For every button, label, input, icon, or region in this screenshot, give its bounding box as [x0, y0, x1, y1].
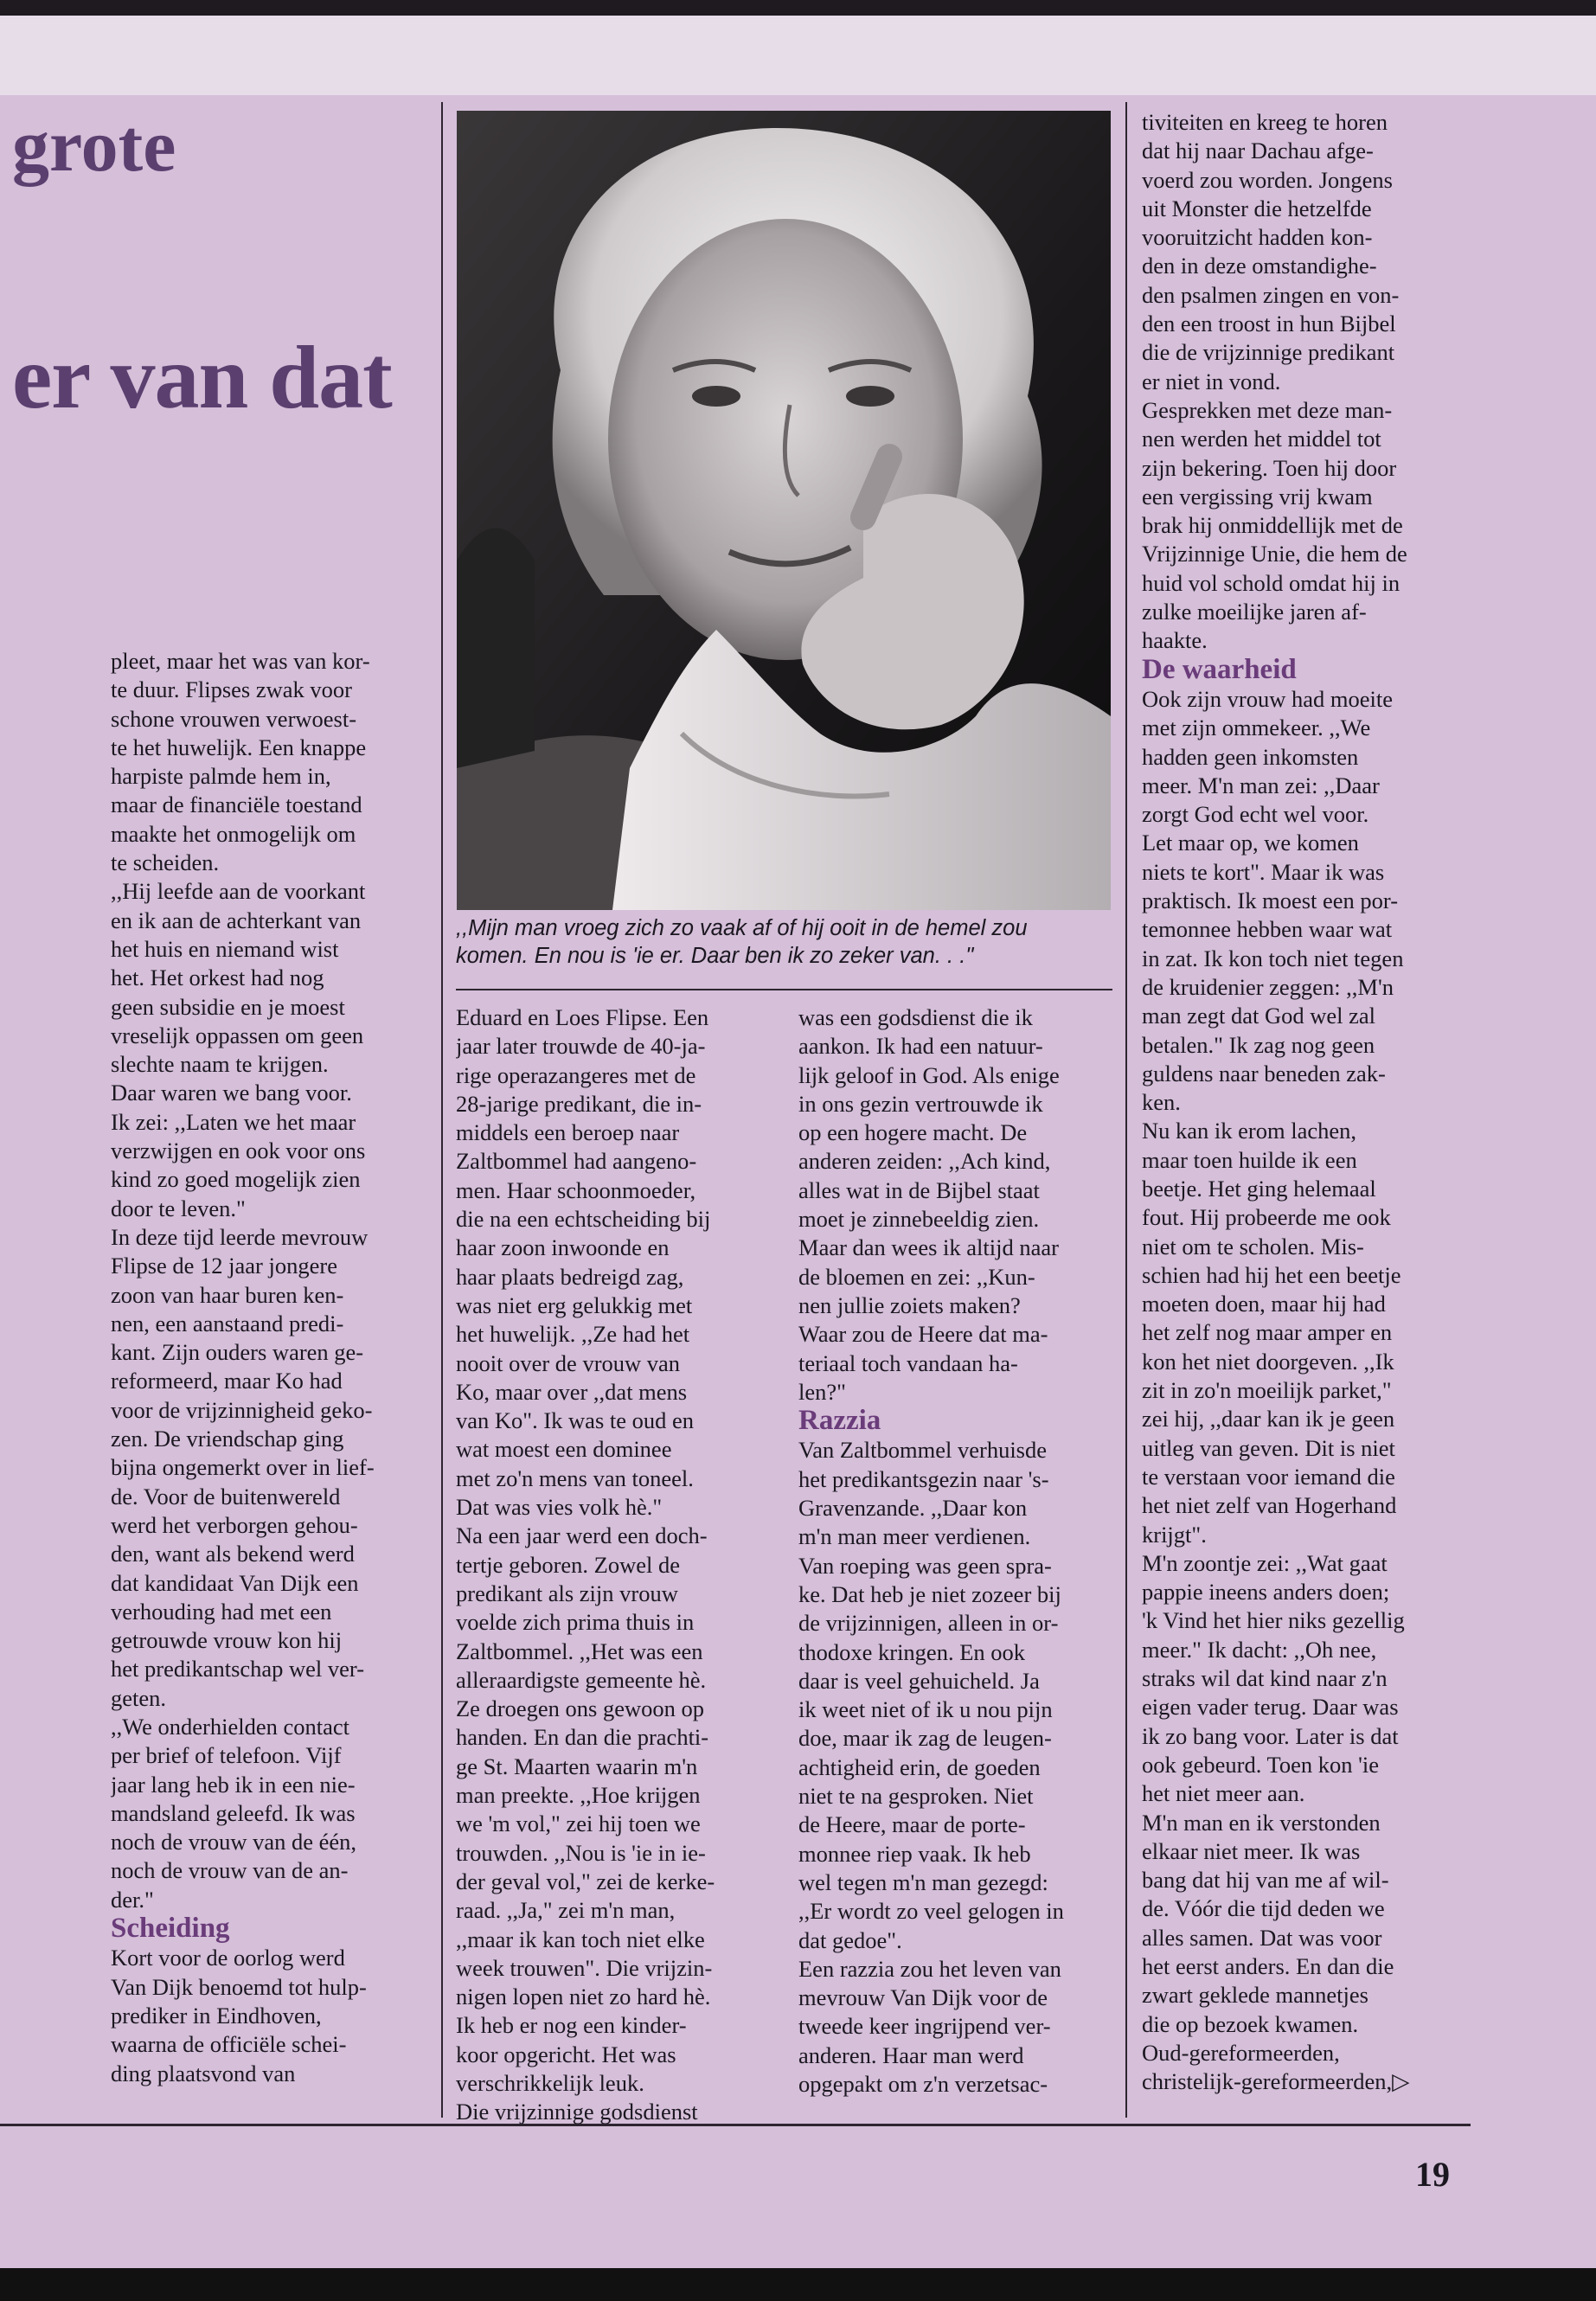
body-text: Kort voor de oorlog werd Van Dijk benoemd tot hulp- prediker in Eindhoven, waarna de officiële schei- ding plaatsvond van: [111, 1945, 367, 2086]
headline-line-1: grote: [12, 104, 176, 187]
portrait-image: [457, 111, 1111, 910]
photo-caption: ,,Mijn man vroeg zich zo vaak af of hij ooit in de hemel zou komen. En nou is 'ie er. Daar ben ik zo zeker van. . .": [456, 916, 1028, 968]
text-column-2: Eduard en Loes Flipse. Een jaar later trouwde de 40-ja- rige operazangeres met de 28-jarige predikant, die in- middels een beroep naar Zaltbommel had aangeno- men. Haar schoonmoeder, die na een echtscheiding bij haar zoon inwoonde en haar plaats bedreigd zag, was niet erg gelukkig met het huwelijk. ,,Ze had het nooit over de vrouw van Ko, maar over ,,dat mens van Ko". Ik was te oud en wat moest een dominee met zo'n mens van toneel. Dat was vies volk hè." Na een jaar werd een doch- tertje geboren. Zowel de predikant als zijn vrouw voelde zich prima thuis in Zaltbommel. ,,Het was een alleraardigste gemeente hè. Ze droegen ons gewoon op handen. En dan die prachti- ge St. Maarten waarin m'n man preekte. ,,Hoe krijgen we 'm vol," zei hij toen we trouwden. ,,Nou is 'ie in ie- der geval vol," zei de kerke- raad. ,,Ja," zei m'n man, ,,maar ik kan toch niet elke week trouwen". Die vrijzin- nigen lopen niet zo hard hè. Ik heb er nog een kinder- koor opgericht. Het was verschrikkelijk leuk. Die vrijzinnige godsdienst: [456, 1004, 715, 2125]
column-rule-left: [441, 102, 443, 2118]
caption-rule: [456, 989, 1112, 990]
scan-bottom-edge: [0, 2268, 1596, 2301]
subheading-de-waarheid: De waarheid: [1142, 653, 1297, 685]
portrait-photo: [457, 111, 1111, 910]
body-text: was een godsdienst die ik aankon. Ik had een natuur- lijk geloof in God. Als enige in ons gezin vertrouwde ik op een hogere macht. De anderen zeiden: ,,Ach kind, alles wat in de Bijbel staat moet je zinnebeeldig zien. Maar dan wees ik altijd naar de bloemen en zei: ,,Kun- nen jullie zoiets maken? Waar zou de Heere dat ma- teriaal toch vandaan ha- len?": [798, 1004, 1060, 1405]
scan-top-edge: [0, 0, 1596, 16]
text-column-3: [798, 1003, 1120, 2128]
page-top-margin: [0, 16, 1596, 95]
subheading-razzia: Razzia: [798, 1405, 881, 1437]
body-text: tiviteiten en kreeg te horen dat hij naar Dachau afge- voerd zou worden. Jongens uit Monster die hetzelfde vooruitzicht hadden kon- den in deze omstandighe- den psalmen zingen en von- den een troost in hun Bijbel die de vrijzinnige predikant er niet in vond. Gesprekken met deze man- nen werden het middel tot zijn bekering. Toen hij door een vergissing vrij kwam brak hij onmiddellijk met de Vrijzinnige Unie, die hem de huid vol schold omdat hij in zulke moeilijke jaren af- haakte.: [1142, 109, 1407, 654]
headline-line-2: er van dat: [12, 328, 392, 427]
column-rule-right: [1125, 102, 1127, 2118]
body-text: Ook zijn vrouw had moeite met zijn ommekeer. ,,We hadden geen inkomsten meer. M'n man zei: ,,Daar zorgt God echt wel voor. Let maar op, we komen niets te kort". Maar ik was praktisch. Ik moest een por- temonnee hebben waar wat in zat. Ik kon toch niet tegen de kruidenier zeggen: ,,M'n man zegt dat God wel zal betalen." Ik zag nog geen guldens naar beneden zak- ken. Nu kan ik erom lachen, maar toen huilde ik een beetje. Het ging helemaal fout. Hij probeerde me ook niet om te scholen. Mis- schien had hij het een beetje moeten doen, maar hij had het zelf nog maar amper en kon het niet doorgeven. ,,Ik zit in zo'n moeilijk parket," zei hij, ,,daar kan ik je geen uitleg van geven. Dit is niet te verstaan voor iemand die het niet zelf van Hogerhand krijgt". M'n zoontje zei: ,,Wat gaat pappie ineens anders doen; 'k Vind het hier niks gezellig meer." Ik dacht: ,,Oh nee, straks wil dat kind naar z'n eigen vader terug. Daar was ik zo bang voor. Later is dat ook gebeurd. Toen kon 'ie het niet meer aan. M'n man en ik verstonden elkaar niet meer. Ik was bang dat hij van me af wil- de. Vóór die tijd deden we alles samen. Dat was voor het eerst anders. En dan die zwart geklede mannetjes die op bezoek kwamen. Oud-gereformeerden, christelijk-gereformeerden,▷: [1142, 685, 1410, 2095]
body-text: pleet, maar het was van kor- te duur. Flipses zwak voor schone vrouwen verwoest- te het huwelijk. Een knappe harpiste palmde hem in, maar de financiële toestand maakte het onmogelijk om te scheiden. ,,Hij leefde aan de voorkant en ik aan de achterkant van het huis en niemand wist het. Het orkest had nog geen subsidie en je moest vreselijk oppassen om geen slechte naam te krijgen. Daar waren we bang voor. Ik zei: ,,Laten we het maar verzwijgen en ook voor ons kind zo goed mogelijk zien door te leven." In deze tijd leerde mevrouw Flipse de 12 jaar jongere zoon van haar buren ken- nen, een aanstaand predi- kant. Zijn ouders waren ge- reformeerd, maar Ko had voor de vrijzinnigheid geko- zen. De vriendschap ging bijna ongemerkt over in lief- de. Voor de buitenwereld werd het verborgen gehou- den, want als bekend werd dat kandidaat Van Dijk een verhouding had met een getrouwde vrouw kon hij het predikantschap wel ver- geten. ,,We onderhielden contact per brief of telefoon. Vijf jaar lang heb ik in een nie- mandsland geleefd. Ik was noch de vrouw van de één, noch de vrouw van de an- der.": [111, 648, 375, 1913]
page-number: 19: [1415, 2155, 1450, 2194]
text-column-1: [111, 647, 435, 2118]
body-text: Van Zaltbommel verhuisde het predikantsgezin naar 's- Gravenzande. ,,Daar kon m'n man meer verdienen. Van roeping was geen spra- ke. Dat heb je niet zozeer bij de vrijzinnigen, alleen in or- thodoxe kringen. En ook daar is veel gehuicheld. Ja ik weet niet of ik u nou pijn doe, maar ik zag de leugen- achtigheid erin, de goeden niet te na gesproken. Niet de Heere, maar de porte- monnee riep vaak. Ik heb wel tegen m'n man gezegd: ,,Er wordt zo veel gelogen in dat gedoe". Een razzia zou het leven van mevrouw Van Dijk voor de tweede keer ingrijpend ver- anderen. Haar man werd opgepakt om z'n verzetsac-: [798, 1437, 1064, 2097]
text-column-4: [1142, 108, 1472, 2124]
subheading-scheiding: Scheiding: [111, 1913, 230, 1945]
